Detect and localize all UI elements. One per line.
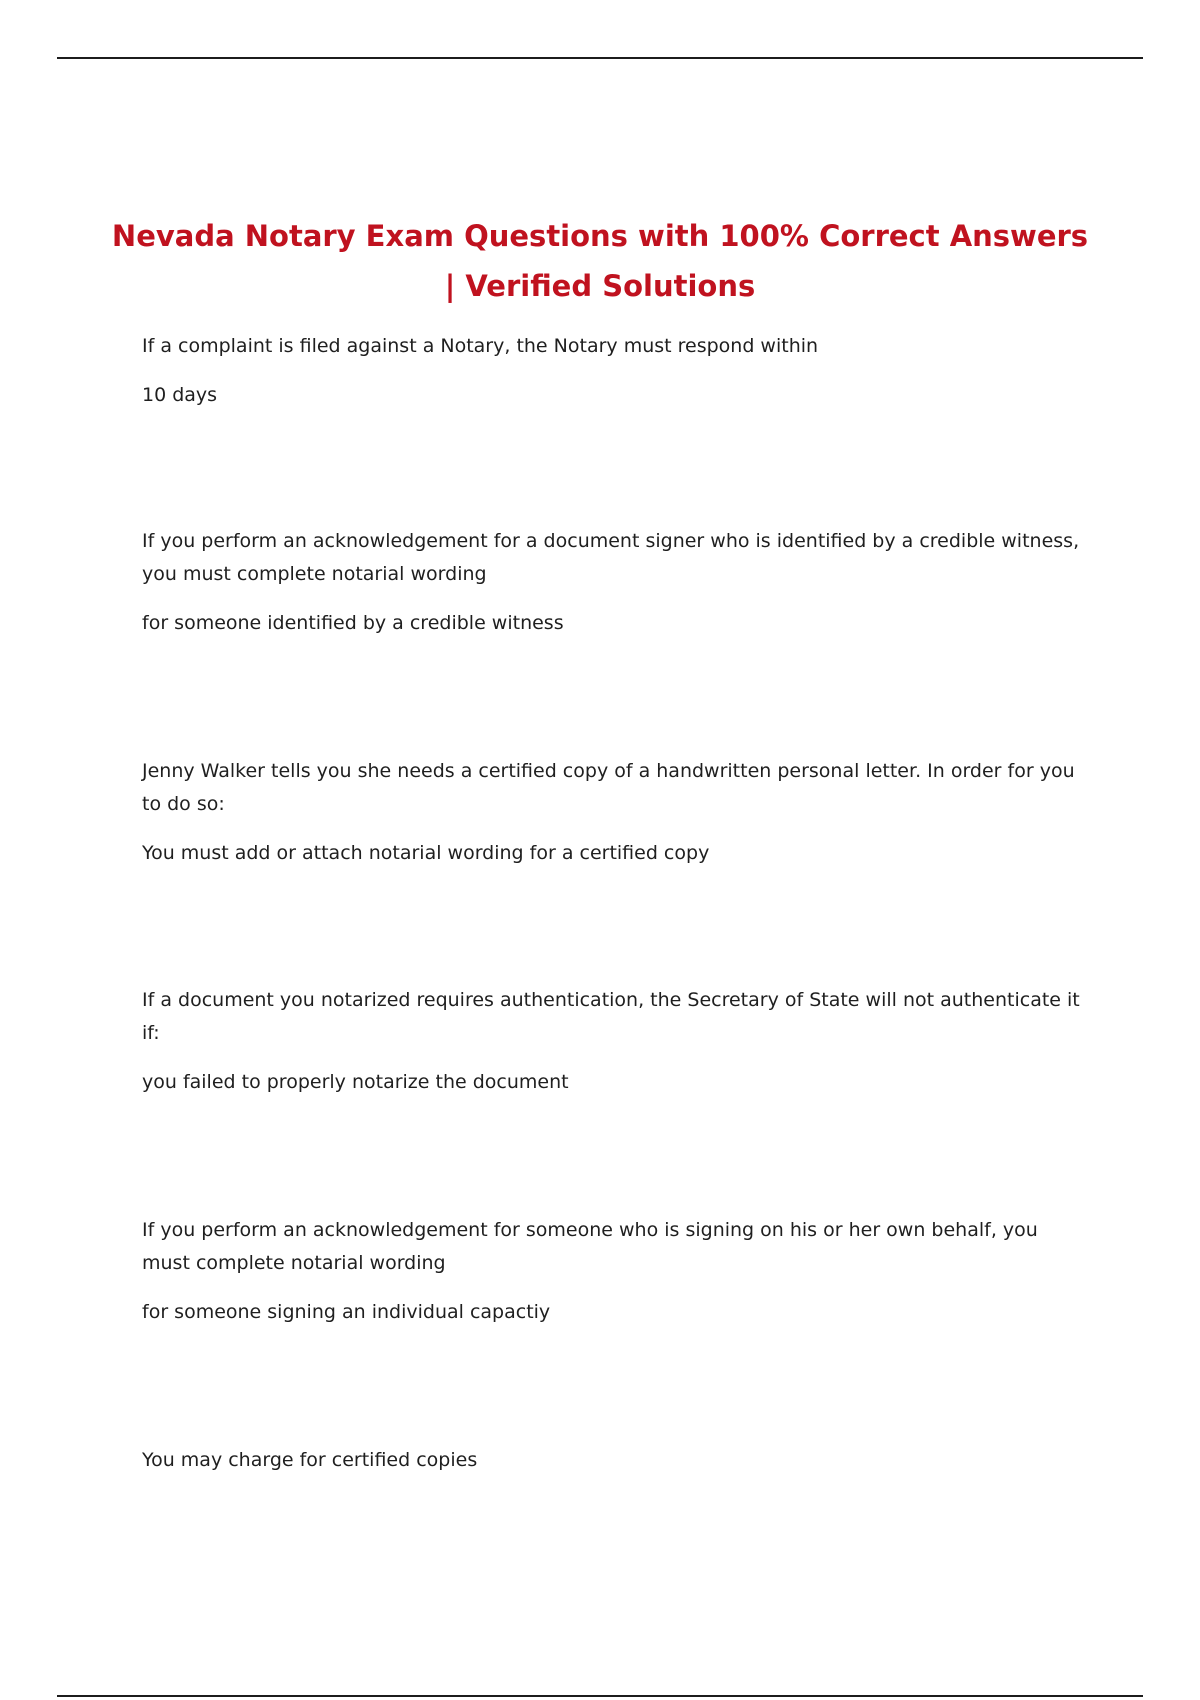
document-title: Nevada Notary Exam Questions with 100% Correct Answers | Verified Solutions xyxy=(111,219,1089,303)
qa-item xyxy=(142,525,1082,640)
question-text: If a document you notarized requires authentication, the Secretary of State will not authenticate it if: xyxy=(142,989,1080,1044)
answer-text: You must add or attach notarial wording for a certified copy xyxy=(142,842,710,864)
answer-text: 10 days xyxy=(142,384,218,406)
answer-text: you failed to properly notarize the document xyxy=(142,1071,569,1093)
answer-text: for someone identified by a credible witness xyxy=(142,612,564,634)
qa-item xyxy=(142,984,1082,1099)
top-divider xyxy=(57,57,1143,59)
qa-item xyxy=(142,1214,1082,1329)
answer-text: for someone signing an individual capactiy xyxy=(142,1301,551,1323)
question-text: If you perform an acknowledgement for someone who is signing on his or her own behalf, you must complete notarial wording xyxy=(142,1219,1038,1274)
question-text: If you perform an acknowledgement for a document signer who is identified by a credible witness, you must complete notarial wording xyxy=(142,530,1080,585)
bottom-divider xyxy=(57,1695,1143,1697)
question-text: Jenny Walker tells you she needs a certified copy of a handwritten personal letter. In order for you to do so: xyxy=(142,760,1075,815)
question-text: If a complaint is filed against a Notary, the Notary must respond within xyxy=(142,335,819,357)
qa-item xyxy=(142,1444,1082,1493)
qa-item xyxy=(142,755,1082,870)
question-text: You may charge for certified copies xyxy=(142,1449,478,1471)
qa-item xyxy=(142,330,1082,412)
